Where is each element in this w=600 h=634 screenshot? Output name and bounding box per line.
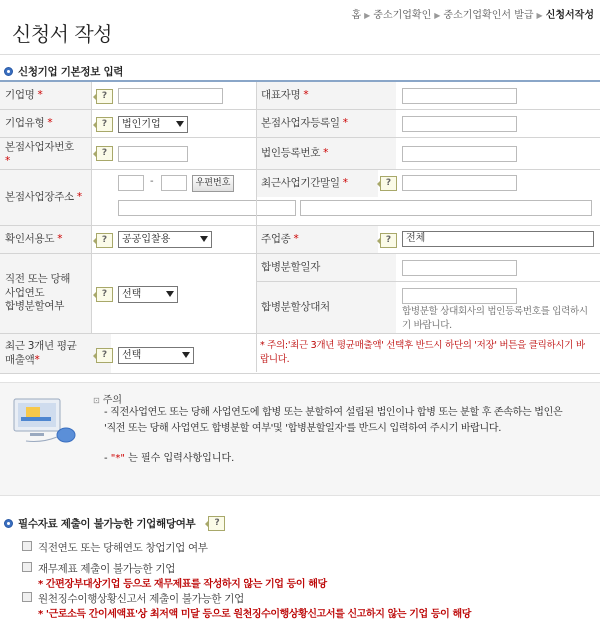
breadcrumb-separator-icon: ▶ [536,11,543,20]
exempt-item-startup[interactable]: 직전연도 또는 당해연도 창업기업 여부 [22,540,208,555]
zip-search-button[interactable]: 우편번호 [192,175,234,192]
breadcrumb-issue[interactable]: 중소기업확인서 발급 [443,10,534,21]
page-title: 신청서 작성 [12,22,112,46]
breadcrumb [351,6,594,21]
avg-sales-warning: * 주의:'최근 3개년 평균매출액' 선택후 반드시 하단의 '저장' 버튼을 클릭하시기 바랍니다. [260,340,585,365]
main-business-label: 주업종 * [256,226,378,253]
help-icon[interactable]: ? [96,348,113,363]
breadcrumb-separator-icon: ▶ [364,11,371,20]
notice-label: ⊡ 주의 [93,395,123,406]
checkbox[interactable] [22,562,32,572]
help-icon[interactable]: ? [96,146,113,161]
form-row-hq-biz-no [0,138,600,170]
form-row-hq-address [0,170,600,226]
hq-biz-no-label: 본점사업자번호 * [0,138,91,169]
merger-label: 직전 또는 당해 사업연도 합병분할여부 [0,254,91,333]
main-business-input[interactable]: 전체 [402,231,594,247]
help-icon[interactable]: ? [96,89,113,104]
company-type-select[interactable]: 법인기업 [118,116,188,133]
merger-counterpart-label: 합병분할상대처 [256,282,396,333]
section-title: 신청기업 기본정보 입력 [18,66,124,78]
help-icon[interactable]: ? [380,233,397,248]
form-row-company-name [0,82,600,110]
breadcrumb-home[interactable]: 홈 [351,10,362,21]
section-bullet-icon [4,67,13,76]
help-icon[interactable]: ? [96,287,113,302]
notice-bullet-icon: ⊡ [93,396,100,405]
zip-code-first-input[interactable] [118,175,144,191]
help-icon[interactable]: ? [96,233,113,248]
company-type-label: 기업유형 * [0,110,91,137]
breadcrumb-sme-check[interactable]: 중소기업확인 [373,10,432,21]
exempt-item-withholding[interactable]: 원천징수이행상황신고서 제출이 불가능한 기업 [22,591,244,606]
chevron-down-icon [166,291,174,297]
section-bullet-icon [4,519,13,528]
purpose-label: 확인서용도 * [0,226,91,253]
title-divider [0,54,600,55]
address-line1-input[interactable] [118,200,296,216]
exempt-item-financial-statements[interactable]: 재무제표 제출이 불가능한 기업 [22,561,175,576]
ceo-name-label: 대표자명 * [256,82,396,109]
merger-date-input[interactable] [402,260,517,276]
monitor-mouse-icon [12,393,79,447]
company-name-input[interactable] [118,88,223,104]
biz-reg-date-input[interactable] [402,116,517,132]
chevron-down-icon [182,352,190,358]
notice-panel [0,382,600,496]
hq-biz-no-input[interactable] [118,146,188,162]
section-heading-basic-info [4,64,123,79]
column-divider [256,82,257,372]
help-icon[interactable]: ? [208,516,225,531]
merger-date-label: 합병분할일자 [256,254,396,281]
notice-required-hint: - "*" 는 필수 입력사항입니다. [104,453,235,464]
merger-counterpart-input[interactable] [402,288,517,304]
corp-reg-no-label: 법인등록번호 * [256,138,396,169]
help-icon[interactable]: ? [96,117,113,132]
checkbox[interactable] [22,541,32,551]
merger-select[interactable]: 선택 [118,286,178,303]
form-row-avg-sales [0,334,600,374]
avg-sales-label: 최근 3개년 평균 매출액* [0,334,111,373]
fiscal-end-label: 최근사업기간말일 * [256,170,378,197]
fiscal-end-input[interactable] [402,175,517,191]
breadcrumb-current: 신청서작성 [545,10,594,21]
help-icon[interactable]: ? [380,176,397,191]
column-divider [91,82,92,334]
zip-code-second-input[interactable] [161,175,187,191]
exempt-note-financial: * 간편장부대상기업 등으로 재무제표를 작성하지 않는 기업 등이 해당 [38,579,327,590]
chevron-down-icon [200,236,208,242]
exempt-note-withholding: * '근로소득 간이세액표'상 최저액 미달 등으로 원천징수이행상황신고서를 신고하지 않는 기업 등이 해당 [38,609,471,620]
address-line2-input[interactable] [300,200,592,216]
section-title: 필수자료 제출이 불가능한 기업해당여부 [18,518,196,530]
avg-sales-select[interactable]: 선택 [118,347,194,364]
company-name-label: 기업명 * [0,82,91,109]
chevron-down-icon [176,121,184,127]
form-row-purpose [0,226,600,254]
ceo-name-input[interactable] [402,88,517,104]
basic-info-form [0,80,600,372]
biz-reg-date-label: 본점사업자등록일 * [256,110,396,137]
notice-text: - 직전사업연도 또는 당해 사업연도에 합병 또는 분할하여 설립된 법인이나 합병 또는 분할 후 존속하는 법인은 '직전 또는 당해 사업연도 합병분할 여부'및 '합병분할일자'를 반드시 입력하여 주시기 바랍니다. [104,407,563,434]
form-row-merger [0,254,600,334]
form-row-company-type [0,110,600,138]
hq-address-label: 본점사업장주소 * [0,170,91,225]
corp-reg-no-input[interactable] [402,146,517,162]
merger-counterpart-note: 합병분할 상대회사의 법인등록번호를 입력하시기 바랍니다. [402,306,588,331]
checkbox[interactable] [22,592,32,602]
purpose-select[interactable]: 공공입찰용 [118,231,212,248]
zip-separator: - [150,176,154,187]
breadcrumb-separator-icon: ▶ [434,11,441,20]
section-heading-exempt [4,516,221,531]
